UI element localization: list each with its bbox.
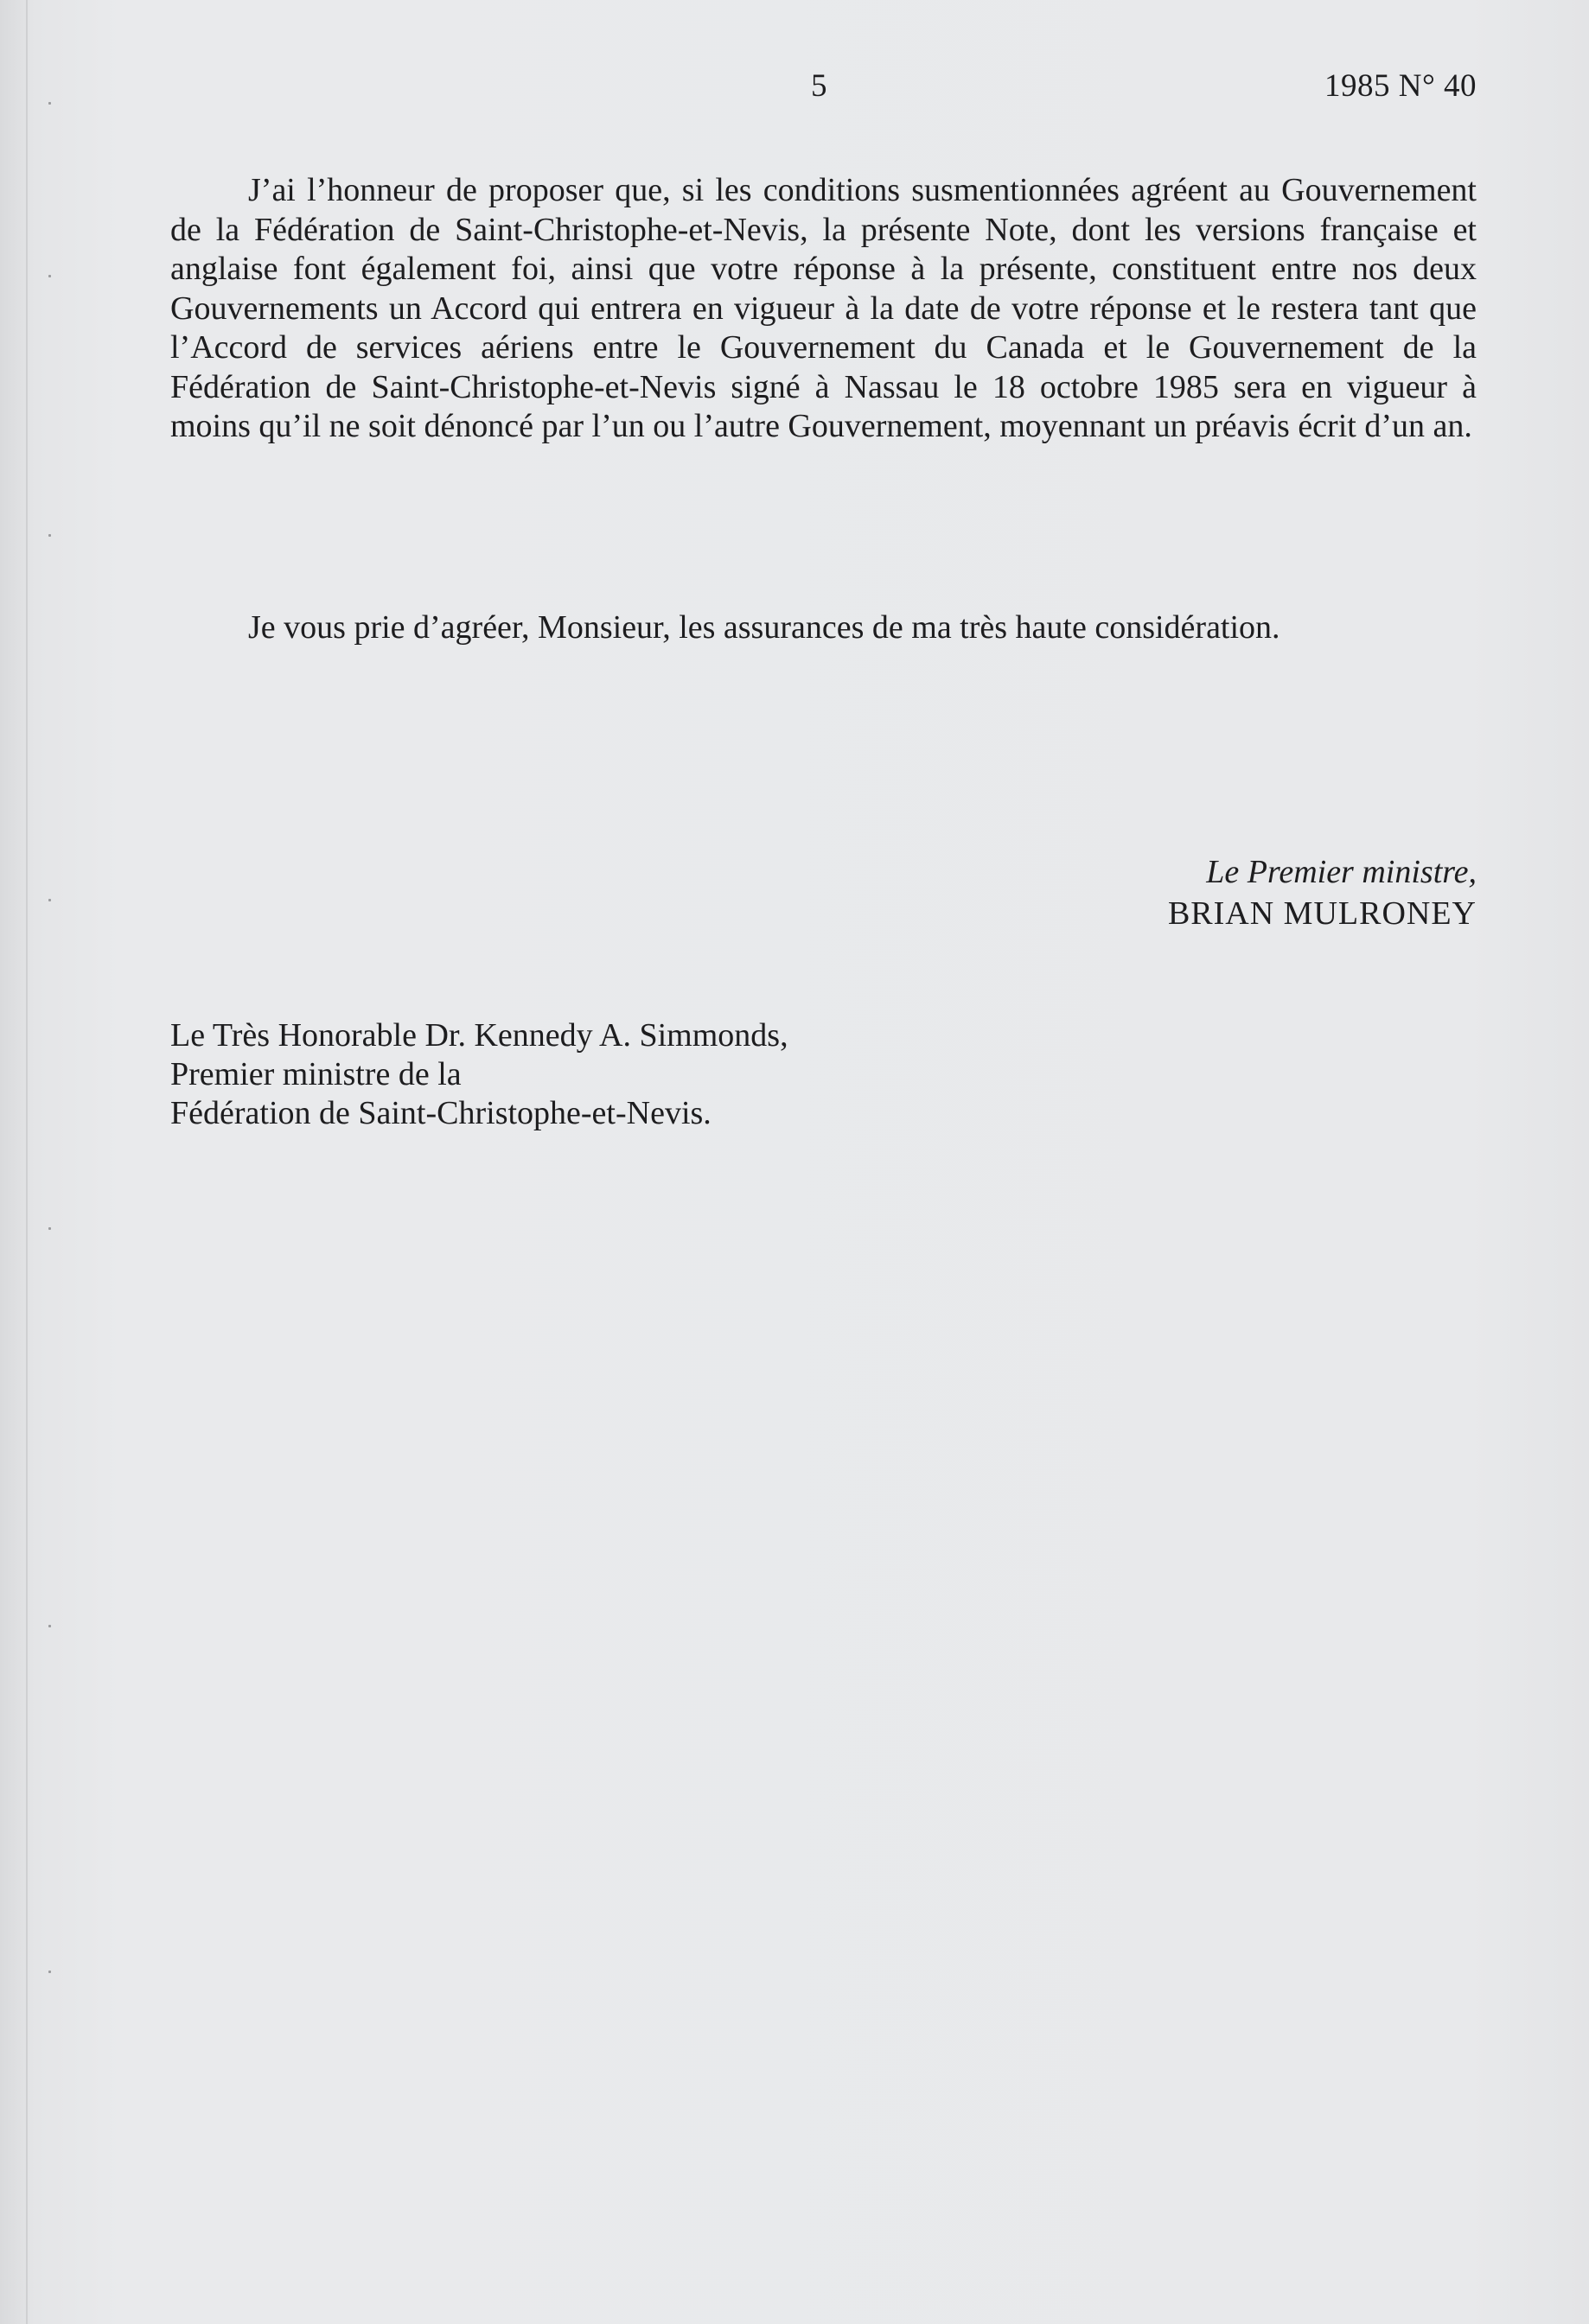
edge-mark — [48, 275, 51, 277]
signatory-title: Le Premier ministre, — [1206, 854, 1477, 890]
edge-mark — [48, 1227, 51, 1230]
body-paragraph: J’ai l’honneur de proposer que, si les conditions susmentionnées agréent au Gouvernement de la Fédération de Saint-Christophe-et-Nevis, la présente Note, dont les versions française et anglaise font également foi, ainsi que votre réponse à la présente, constituent entre nos deux Gouvernements un Accord qui entrera en vigueur à la date de votre réponse et le restera tant que l’Accord de services aériens entre le Gouvernement du Canada et le Gouvernement de la Fédération de Saint-Christophe-et-Nevis signé à Nassau le 18 octobre 1985 sera en vigueur à moins qu’il ne soit dénoncé par l’un ou l’autre Gouvernement, moyennant un préavis écrit d’un an. — [170, 172, 1477, 444]
running-head — [0, 67, 1589, 111]
addressee-block — [170, 1016, 788, 1133]
page-number: 5 — [811, 68, 827, 104]
edge-mark — [48, 534, 51, 537]
binding-edge — [26, 0, 28, 2324]
closing-paragraph: Je vous prie d’agréer, Monsieur, les assurances de ma très haute considération. — [248, 609, 1280, 646]
edge-mark — [48, 1625, 51, 1627]
addressee-line: Fédération de Saint-Christophe-et-Nevis. — [170, 1095, 712, 1131]
edge-mark — [48, 899, 51, 901]
signatory-name: BRIAN MULRONEY — [1167, 895, 1477, 932]
addressee-line: Le Très Honorable Dr. Kennedy A. Simmonds, — [170, 1017, 788, 1054]
document-reference: 1985 N° 40 — [1324, 68, 1477, 104]
signature-block — [1168, 851, 1477, 934]
edge-mark — [48, 1971, 51, 1973]
addressee-line: Premier ministre de la — [170, 1056, 462, 1092]
